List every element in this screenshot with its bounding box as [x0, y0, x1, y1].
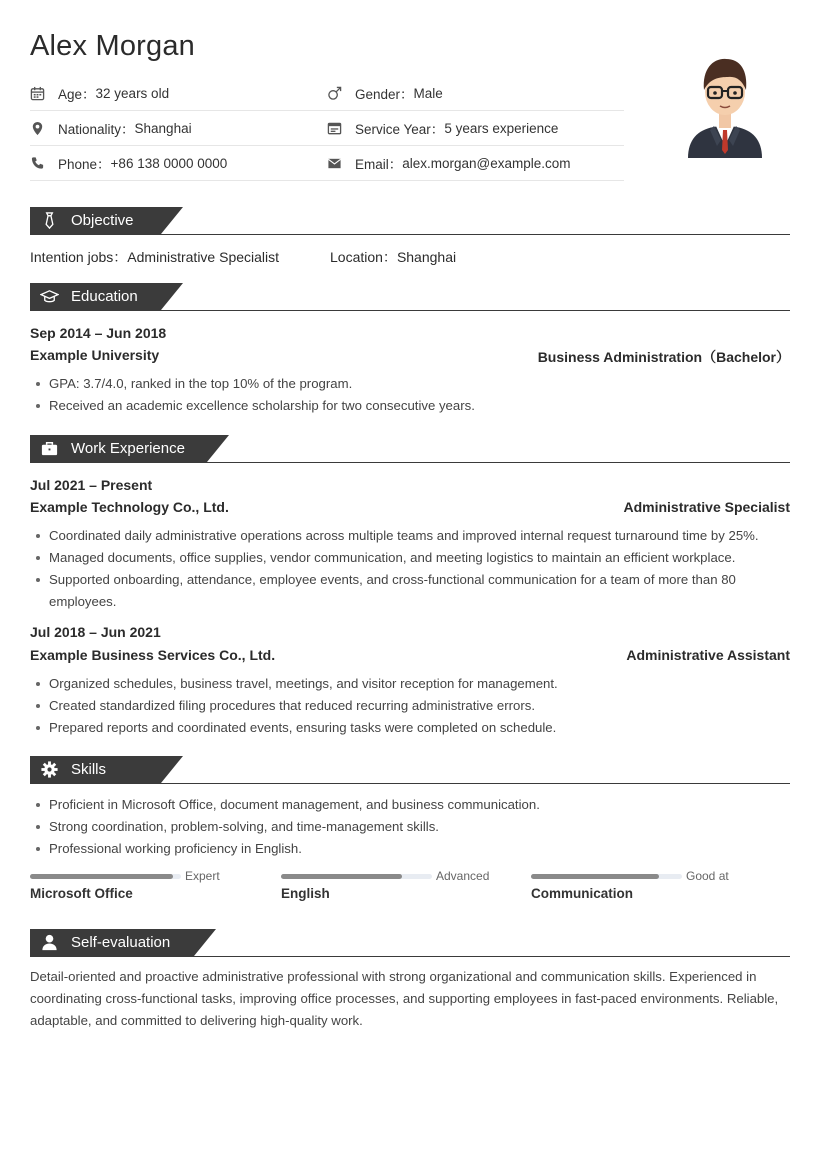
personal-info — [30, 76, 624, 181]
section-title: Education — [71, 288, 138, 305]
list-item: Prepared reports and coordinated events, ensuring tasks were completed on schedule. — [30, 717, 792, 739]
job-company: Example Technology Co., Ltd. — [30, 499, 229, 515]
gear-icon — [40, 760, 71, 779]
skill-name: Microsoft Office — [30, 886, 133, 901]
gender-value: Male — [413, 85, 443, 101]
job-bullets — [30, 525, 792, 613]
nationality-label: Nationality： — [58, 122, 135, 137]
skill-level: Good at — [686, 869, 729, 883]
location-field — [330, 247, 456, 267]
list-item: Supported onboarding, attendance, employee events, and cross-functional communication for a team of more than 80 employees. — [30, 569, 792, 613]
email-value[interactable]: alex.morgan@example.com — [402, 155, 571, 171]
education-school: Example University — [30, 347, 160, 363]
section-tab — [30, 929, 194, 956]
service-year-field — [327, 111, 624, 145]
graduation-cap-icon — [40, 287, 71, 306]
envelope-icon — [327, 156, 355, 171]
list-item: Coordinated daily administrative operations across multiple teams and improved internal request turnaround time by 25%. — [30, 525, 792, 547]
section-tab — [30, 756, 161, 783]
list-item: Managed documents, office supplies, vendor communication, and meeting logistics to maintain an efficient workplace. — [30, 547, 792, 569]
age-field — [30, 76, 327, 110]
skill-name: English — [281, 886, 330, 901]
email-field — [327, 146, 624, 180]
education-dates: Sep 2014 – Jun 2018 — [30, 325, 167, 341]
tie-icon — [40, 211, 71, 230]
skill-bar — [531, 874, 682, 879]
skill-bar-fill — [281, 874, 402, 879]
section-divider — [30, 462, 790, 463]
phone-value: +86 138 0000 0000 — [110, 155, 228, 171]
section-divider — [30, 783, 790, 784]
location-label: Location： — [330, 249, 397, 265]
section-objective — [30, 207, 790, 235]
section-tab — [30, 283, 161, 310]
skills-bullets — [30, 794, 792, 860]
gender-field — [327, 76, 624, 110]
section-title: Self-evaluation — [71, 934, 171, 951]
job-company: Example Business Services Co., Ltd. — [30, 647, 276, 663]
phone-field — [30, 146, 327, 180]
section-divider — [30, 956, 790, 957]
skill-level: Expert — [185, 869, 220, 883]
section-title: Skills — [71, 761, 107, 778]
list-item: Professional working proficiency in English. — [30, 838, 792, 860]
age-value: 32 years old — [95, 85, 170, 101]
briefcase-icon — [40, 439, 71, 458]
section-tab — [30, 207, 161, 234]
job-dates: Jul 2021 – Present — [30, 477, 153, 493]
nationality-value: Shanghai — [134, 120, 192, 136]
phone-icon — [30, 156, 58, 171]
id-card-icon — [327, 121, 355, 136]
section-divider — [30, 310, 790, 311]
section-self-evaluation — [30, 929, 790, 957]
list-item: Proficient in Microsoft Office, document management, and business communication. — [30, 794, 792, 816]
education-bullets — [30, 373, 792, 417]
candidate-name: Alex Morgan — [30, 30, 195, 62]
job-title: Administrative Assistant — [626, 647, 790, 663]
skill-name: Communication — [531, 886, 634, 901]
job-dates: Jul 2018 – Jun 2021 — [30, 624, 161, 640]
skill-bar-fill — [30, 874, 173, 879]
info-row — [30, 111, 624, 146]
section-education — [30, 283, 790, 311]
intention-field — [30, 247, 279, 267]
skill-bar-fill — [531, 874, 659, 879]
age-label: Age： — [58, 87, 96, 102]
section-work-experience — [30, 435, 790, 463]
skill-level: Advanced — [436, 869, 490, 883]
intention-label: Intention jobs： — [30, 249, 128, 265]
education-major: Business Administration（Bachelor） — [537, 349, 790, 365]
service-year-label: Service Year： — [355, 122, 445, 137]
person-icon — [40, 933, 71, 952]
section-title: Work Experience — [71, 440, 185, 457]
section-tab — [30, 435, 207, 462]
avatar — [684, 50, 766, 162]
job-title: Administrative Specialist — [623, 499, 790, 515]
intention-value: Administrative Specialist — [127, 249, 280, 265]
section-divider — [30, 234, 790, 235]
self-evaluation-text: Detail-oriented and proactive administrative professional with strong organizational and communication skills. Experienced in coordinating cross-functional tasks, improving office processes, and supporting employees in fast-paced environments. Reliable, adaptable, and committed to delivering high-quality work. — [30, 969, 779, 1028]
section-title: Objective — [71, 212, 134, 229]
nationality-field — [30, 111, 327, 145]
male-icon — [327, 86, 355, 101]
job-bullets — [30, 673, 792, 739]
skill-bar — [281, 874, 432, 879]
section-skills — [30, 756, 790, 784]
info-row — [30, 76, 624, 111]
service-year-value: 5 years experience — [444, 120, 559, 136]
info-row — [30, 146, 624, 181]
list-item: Created standardized filing procedures that reduced recurring administrative errors. — [30, 695, 792, 717]
location-pin-icon — [30, 121, 58, 136]
gender-label: Gender： — [355, 87, 414, 102]
email-label: Email： — [355, 157, 403, 172]
skill-bar — [30, 874, 181, 879]
location-value: Shanghai — [396, 249, 457, 265]
list-item: Received an academic excellence scholarship for two consecutive years. — [30, 395, 792, 417]
list-item: Strong coordination, problem-solving, and time-management skills. — [30, 816, 792, 838]
calendar-icon — [30, 86, 58, 101]
phone-label: Phone： — [58, 157, 111, 172]
list-item: GPA: 3.7/4.0, ranked in the top 10% of the program. — [30, 373, 792, 395]
list-item: Organized schedules, business travel, meetings, and visitor reception for management. — [30, 673, 792, 695]
